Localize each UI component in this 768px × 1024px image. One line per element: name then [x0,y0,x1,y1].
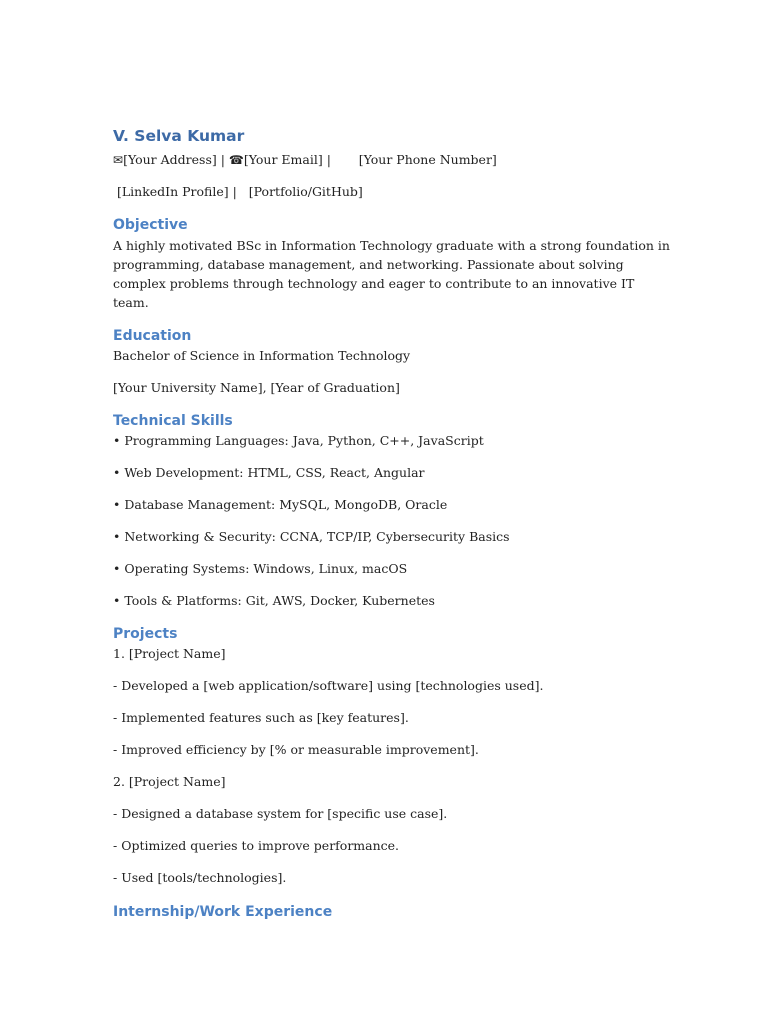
skill-item: • Tools & Platforms: Git, AWS, Docker, Kubernetes [113,593,435,608]
project-line: - Developed a [web application/software] using [technologies used]. [113,678,544,693]
phone-icon: ☎ [228,153,244,167]
project-line: - Used [tools/technologies]. [113,870,287,885]
contact-address: [Your Address] | [123,152,229,167]
resume-body [113,124,673,923]
skills-heading: Technical Skills [113,413,233,429]
contact-line-2: [LinkedIn Profile] | [Portfolio/GitHub] [113,184,363,199]
project-line: - Improved efficiency by [% or measurable improvement]. [113,742,479,757]
skill-item: • Programming Languages: Java, Python, C++, JavaScript [113,433,484,448]
objective-heading: Objective [113,217,188,233]
skill-item: • Operating Systems: Windows, Linux, macOS [113,561,408,576]
skill-item: • Networking & Security: CCNA, TCP/IP, Cybersecurity Basics [113,529,510,544]
objective-text: A highly motivated BSc in Information Technology graduate with a strong foundation in programming, database management, and networking. Passionate about solving complex problems through technology and eager to contribute to an innovative IT team. [113,238,670,310]
skill-item: • Web Development: HTML, CSS, React, Angular [113,465,425,480]
resume-name: V. Selva Kumar [113,127,245,145]
project-line: 2. [Project Name] [113,774,226,789]
project-line: 1. [Project Name] [113,646,226,661]
contact-line-1 [113,151,673,169]
education-heading: Education [113,328,192,344]
envelope-icon: ✉ [113,153,124,167]
project-line: - Implemented features such as [key features]. [113,710,409,725]
education-degree: Bachelor of Science in Information Technology [113,348,411,363]
contact-email-phone: [Your Email] | [Your Phone Number] [243,152,497,167]
education-university: [Your University Name], [Year of Graduation] [113,380,400,395]
experience-heading: Internship/Work Experience [113,904,333,920]
project-line: - Optimized queries to improve performance. [113,838,400,853]
project-line: - Designed a database system for [specific use case]. [113,806,448,821]
skill-item: • Database Management: MySQL, MongoDB, Oracle [113,497,448,512]
projects-heading: Projects [113,626,178,642]
